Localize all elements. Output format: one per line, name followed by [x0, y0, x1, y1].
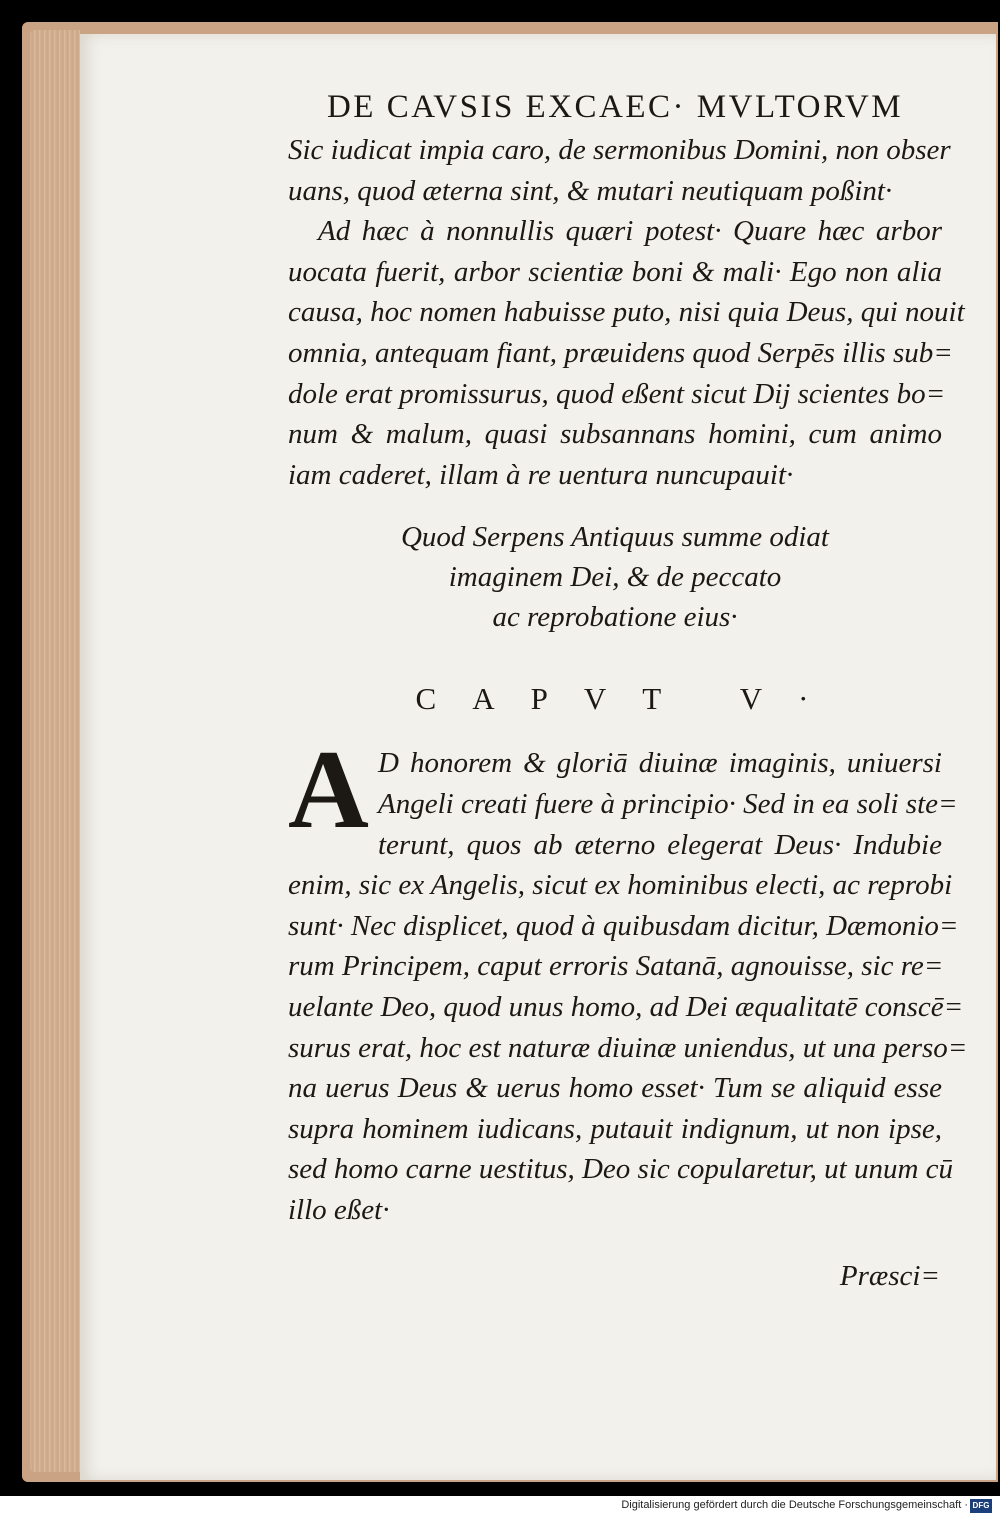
running-head: DE CAVSIS EXCAEC· MVLTORVM: [326, 89, 904, 125]
text-line: omnia, antequam fiant, præuidens quod Serpēs illis sub=: [288, 336, 953, 369]
text-line: Sic iudicat impia caro, de sermonibus Domini, non obser: [288, 134, 951, 166]
text-line: uelante Deo, quod unus homo, ad Dei æqualitatē conscē=: [288, 990, 964, 1023]
text-line: uocata fuerit, arbor scientiæ boni & mali· Ego non alia: [288, 255, 942, 288]
footer-bar: [0, 1496, 1000, 1518]
text-line: surus erat, hoc est naturæ diuinæ uniendus, ut una perso=: [288, 1031, 968, 1064]
heading-line: ac reprobatione eius·: [492, 601, 738, 634]
text-line: na uerus Deus & uerus homo esset· Tum se aliquid esse: [288, 1072, 942, 1105]
text-line: terunt, quos ab æterno elegerat Deus· Indubie: [378, 828, 942, 861]
text-line: dole erat promissurus, quod eßent sicut Dij scientes bo=: [288, 377, 946, 410]
chapter-number: CAPVT V·: [415, 681, 845, 717]
text-line: D honorem & gloriā diuinæ imaginis, uniuersi: [378, 747, 942, 780]
text-line: enim, sic ex Angelis, sicut ex hominibus electi, ac reprobi: [288, 869, 953, 902]
dfg-logo-icon: DFG: [970, 1499, 992, 1513]
text-line: illo eßet·: [288, 1193, 390, 1226]
paragraph-3-text: [288, 728, 968, 1230]
text-line: iam caderet, illam à re uentura nuncupauit·: [288, 458, 794, 491]
chapter-heading: [288, 517, 942, 637]
text-line: sed homo carne uestitus, Deo sic copularetur, ut unum cū: [288, 1153, 954, 1186]
paragraph-2: [288, 211, 965, 495]
book-page: [80, 34, 996, 1480]
text-line: Angeli creati fuere à principio· Sed in ea soli ste=: [378, 787, 958, 820]
paragraph-3: [288, 728, 968, 1230]
text-line: rum Principem, caput erroris Satanā, agnouisse, sic re=: [288, 950, 944, 983]
heading-line: imaginem Dei, & de peccato: [448, 561, 782, 594]
drop-cap-initial: A: [288, 728, 369, 853]
text-line: causa, hoc nomen habuisse puto, nisi quia Deus, qui nouit: [288, 296, 965, 329]
book-fore-edge: [30, 30, 80, 1472]
paragraph-1: [288, 130, 951, 211]
text-line: supra hominem iudicans, putauit indignum, ut non ipse,: [288, 1112, 942, 1145]
heading-line: Quod Serpens Antiquus summe odiat: [400, 521, 829, 554]
text-line: num & malum, quasi subsannans homini, cum animo: [288, 418, 942, 451]
text-line: sunt· Nec displicet, quod à quibusdam dicitur, Dæmonio=: [288, 909, 959, 942]
text-line: uans, quod æterna sint, & mutari neutiquam poßint·: [288, 174, 893, 207]
footer-credit: Digitalisierung gefördert durch die Deutsche Forschungsgemeinschaft ·: [621, 1499, 968, 1511]
text-block: [288, 86, 968, 1230]
text-line: Ad hæc à nonnullis quæri potest· Quare hæc arbor: [318, 215, 942, 248]
catchword: Præsci=: [839, 1260, 940, 1292]
